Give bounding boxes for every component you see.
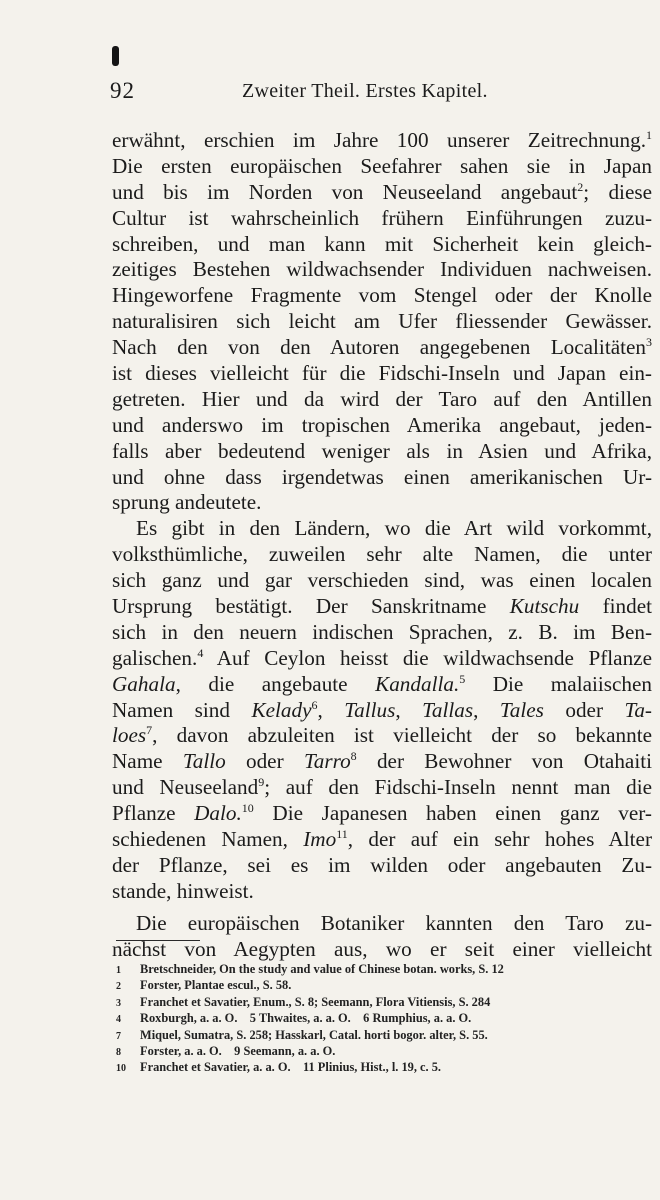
text-line: [112, 516, 652, 542]
text-line: [112, 154, 652, 180]
text-span: ,: [395, 697, 423, 722]
text-span: Pflanze: [112, 801, 195, 826]
text-line: [112, 465, 652, 491]
footnote-ref: 9: [258, 775, 265, 790]
footnote-ref: 3: [646, 335, 652, 350]
text-line: [112, 180, 652, 206]
text-line: [112, 128, 652, 154]
footnote-ref: 5: [459, 671, 466, 686]
footnote-ref: 10: [241, 801, 254, 816]
text-span: schiedenen Namen,: [112, 827, 304, 852]
text-span: sich ganz und gar verschieden sind, was einen localen: [112, 568, 652, 593]
text-line: [112, 568, 652, 594]
text-line: [112, 490, 652, 516]
italic-term: Tales: [499, 697, 544, 722]
text-span: volksthümliche, zuweilen sehr alte Namen, die unter: [112, 542, 652, 567]
text-span: ; auf den Fidschi-Inseln nennt man die: [264, 775, 652, 800]
footnote: [116, 962, 656, 978]
running-title: Zweiter Theil. Erstes Kapitel.: [242, 80, 488, 102]
text-line: [112, 283, 652, 309]
text-span: Ursprung bestätigt. Der Sanskritname: [112, 594, 510, 619]
italic-term: Gahala: [112, 671, 176, 696]
text-line: [112, 206, 652, 232]
text-line: [112, 594, 652, 620]
text-span: zeitiges Bestehen wildwachsender Individuen nachweisen.: [112, 257, 652, 282]
text-span: und ohne dass irgendetwas einen amerikanischen Ur-: [112, 464, 652, 489]
text-span: ,: [317, 697, 345, 722]
italic-term: Kelady: [251, 697, 312, 722]
text-span: schreiben, und man kann mit Sicherheit kein gleich-: [112, 231, 652, 256]
footnote-ref: 1: [646, 127, 652, 142]
italic-term: Imo: [303, 827, 337, 852]
text-span: und anderswo im tropischen Amerika angebaut, jeden-: [112, 412, 652, 437]
italic-term: loes: [112, 723, 147, 748]
text-span: sich in den neuern indischen Sprachen, z. B. im Ben-: [112, 619, 652, 644]
footnote-text: Forster, a. a. O. 9 Seemann, a. a. O.: [140, 1044, 336, 1059]
text-span: ,: [473, 697, 500, 722]
text-span: nächst von Aegypten aus, wo er seit einer vielleicht: [112, 936, 652, 961]
text-span: der Bewohner von Otahaiti: [356, 749, 652, 774]
footnote-ref: 6: [311, 697, 318, 712]
text-line: [112, 723, 652, 749]
text-span: , die angebaute: [175, 671, 376, 696]
text-span: naturalisiren sich leicht am Ufer fliessender Gewässer.: [112, 309, 652, 334]
text-span: oder: [543, 697, 625, 722]
text-span: Die ersten europäischen Seefahrer sahen sie in Japan: [112, 153, 652, 178]
text-line: [112, 911, 652, 937]
text-span: findet: [579, 594, 652, 619]
footnote-ref: 8: [350, 749, 357, 764]
footnote-ref: 4: [197, 645, 204, 660]
text-span: Die malaiischen: [465, 671, 652, 696]
text-line: [112, 853, 652, 879]
text-line: [112, 698, 652, 724]
text-line: [112, 335, 652, 361]
italic-term: Tallo: [182, 749, 226, 774]
text-span: Die Japanesen haben einen ganz ver-: [253, 801, 652, 826]
text-line: [112, 672, 652, 698]
text-span: Hingeworfene Fragmente vom Stengel oder der Knolle: [112, 283, 652, 308]
italic-term: Ta-: [624, 697, 652, 722]
footnote-number: 4: [116, 1014, 121, 1026]
text-span: sprung andeutete.: [112, 490, 262, 515]
text-line: [112, 646, 652, 672]
footnote-number: 1: [116, 965, 121, 976]
text-line: [112, 413, 652, 439]
ink-blot-mark: [112, 46, 119, 66]
footnote-ref: 11: [336, 826, 348, 841]
footnote-text: Franchet et Savatier, a. a. O. 11 Plinius, Hist., l. 19, c. 5.: [140, 1060, 442, 1075]
footnote-number: 7: [116, 1030, 121, 1042]
page-header: [110, 78, 550, 108]
footnote-ref: 2: [577, 179, 584, 194]
text-line: [112, 620, 652, 646]
text-line: [112, 232, 652, 258]
footnote: [116, 1060, 656, 1076]
text-span: stande, hinweist.: [112, 878, 254, 903]
footnote-number: 2: [116, 981, 121, 993]
text-span: erwähnt, erschien im Jahre 100 unserer Zeitrechnung.: [112, 128, 646, 152]
text-line: [112, 439, 652, 465]
footnote-text: Bretschneider, On the study and value of Chinese botan. works, S. 12: [140, 962, 504, 976]
footnote-number: 10: [116, 1063, 126, 1075]
text-span: Es gibt in den Ländern, wo die Art wild vorkommt,: [136, 516, 652, 541]
text-line: [112, 749, 652, 775]
text-line: [112, 827, 652, 853]
footnote: [116, 1044, 656, 1060]
footnote-text: Roxburgh, a. a. O. 5 Thwaites, a. a. O. 6 Rumphius, a. a. O.: [140, 1011, 472, 1026]
footnote-number: 8: [116, 1047, 121, 1059]
text-span: Auf Ceylon heisst die wildwachsende Pflanze: [203, 645, 652, 670]
italic-term: Dalo.: [194, 801, 242, 826]
footnotes: [116, 962, 656, 1077]
text-span: und bis im Norden von Neuseeland angebaut: [112, 179, 578, 204]
body-text: [112, 128, 652, 963]
italic-term: Tallus: [344, 697, 396, 722]
italic-term: Tarro: [303, 749, 351, 774]
italic-term: Kutschu: [509, 594, 580, 619]
text-line: [112, 542, 652, 568]
footnote-divider: [116, 940, 200, 941]
italic-term: Kandalla.: [375, 671, 460, 696]
italic-term: Tallas: [422, 697, 474, 722]
text-span: ist dieses vielleicht für die Fidschi-Inseln und Japan ein-: [112, 361, 652, 386]
text-line: [112, 879, 652, 905]
footnote-ref: 7: [146, 723, 153, 738]
text-line: [112, 361, 652, 387]
text-span: Nach den von den Autoren angegebenen Localitäten: [112, 335, 646, 360]
footnote: [116, 1028, 656, 1044]
text-span: Die europäischen Botaniker kannten den Taro zu-: [136, 910, 652, 935]
text-span: Cultur ist wahrscheinlich frühern Einführungen zuzu-: [112, 205, 652, 230]
text-span: galischen.: [112, 645, 198, 670]
text-span: , davon abzuleiten ist vielleicht der so bekannte: [152, 723, 652, 748]
page-number: 92: [110, 78, 135, 103]
footnote: [116, 1011, 656, 1027]
text-span: oder: [225, 749, 304, 774]
footnote-text: Forster, Plantae escul., S. 58.: [140, 978, 292, 993]
text-line: [112, 309, 652, 335]
text-span: und Neuseeland: [112, 775, 259, 800]
text-line: [112, 775, 652, 801]
footnote-number: 3: [116, 997, 121, 1009]
footnote: [116, 995, 656, 1011]
footnote-text: Franchet et Savatier, Enum., S. 8; Seemann, Flora Vitiensis, S. 284: [140, 994, 491, 1009]
text-span: Name: [112, 749, 183, 774]
text-span: Namen sind: [112, 697, 252, 722]
text-span: falls aber bedeutend weniger als in Asien und Afrika,: [112, 438, 652, 463]
text-span: der Pflanze, sei es im wilden oder angebauten Zu-: [112, 852, 652, 877]
text-line: [112, 801, 652, 827]
text-span: , der auf ein sehr hohes Alter: [347, 827, 652, 852]
footnote: [116, 978, 656, 994]
text-line: [112, 387, 652, 413]
footnote-text: Miquel, Sumatra, S. 258; Hasskarl, Catal. horti bogor. alter, S. 55.: [140, 1027, 488, 1042]
text-span: getreten. Hier und da wird der Taro auf den Antillen: [112, 386, 652, 411]
text-line: [112, 257, 652, 283]
text-span: ; diese: [583, 179, 652, 204]
